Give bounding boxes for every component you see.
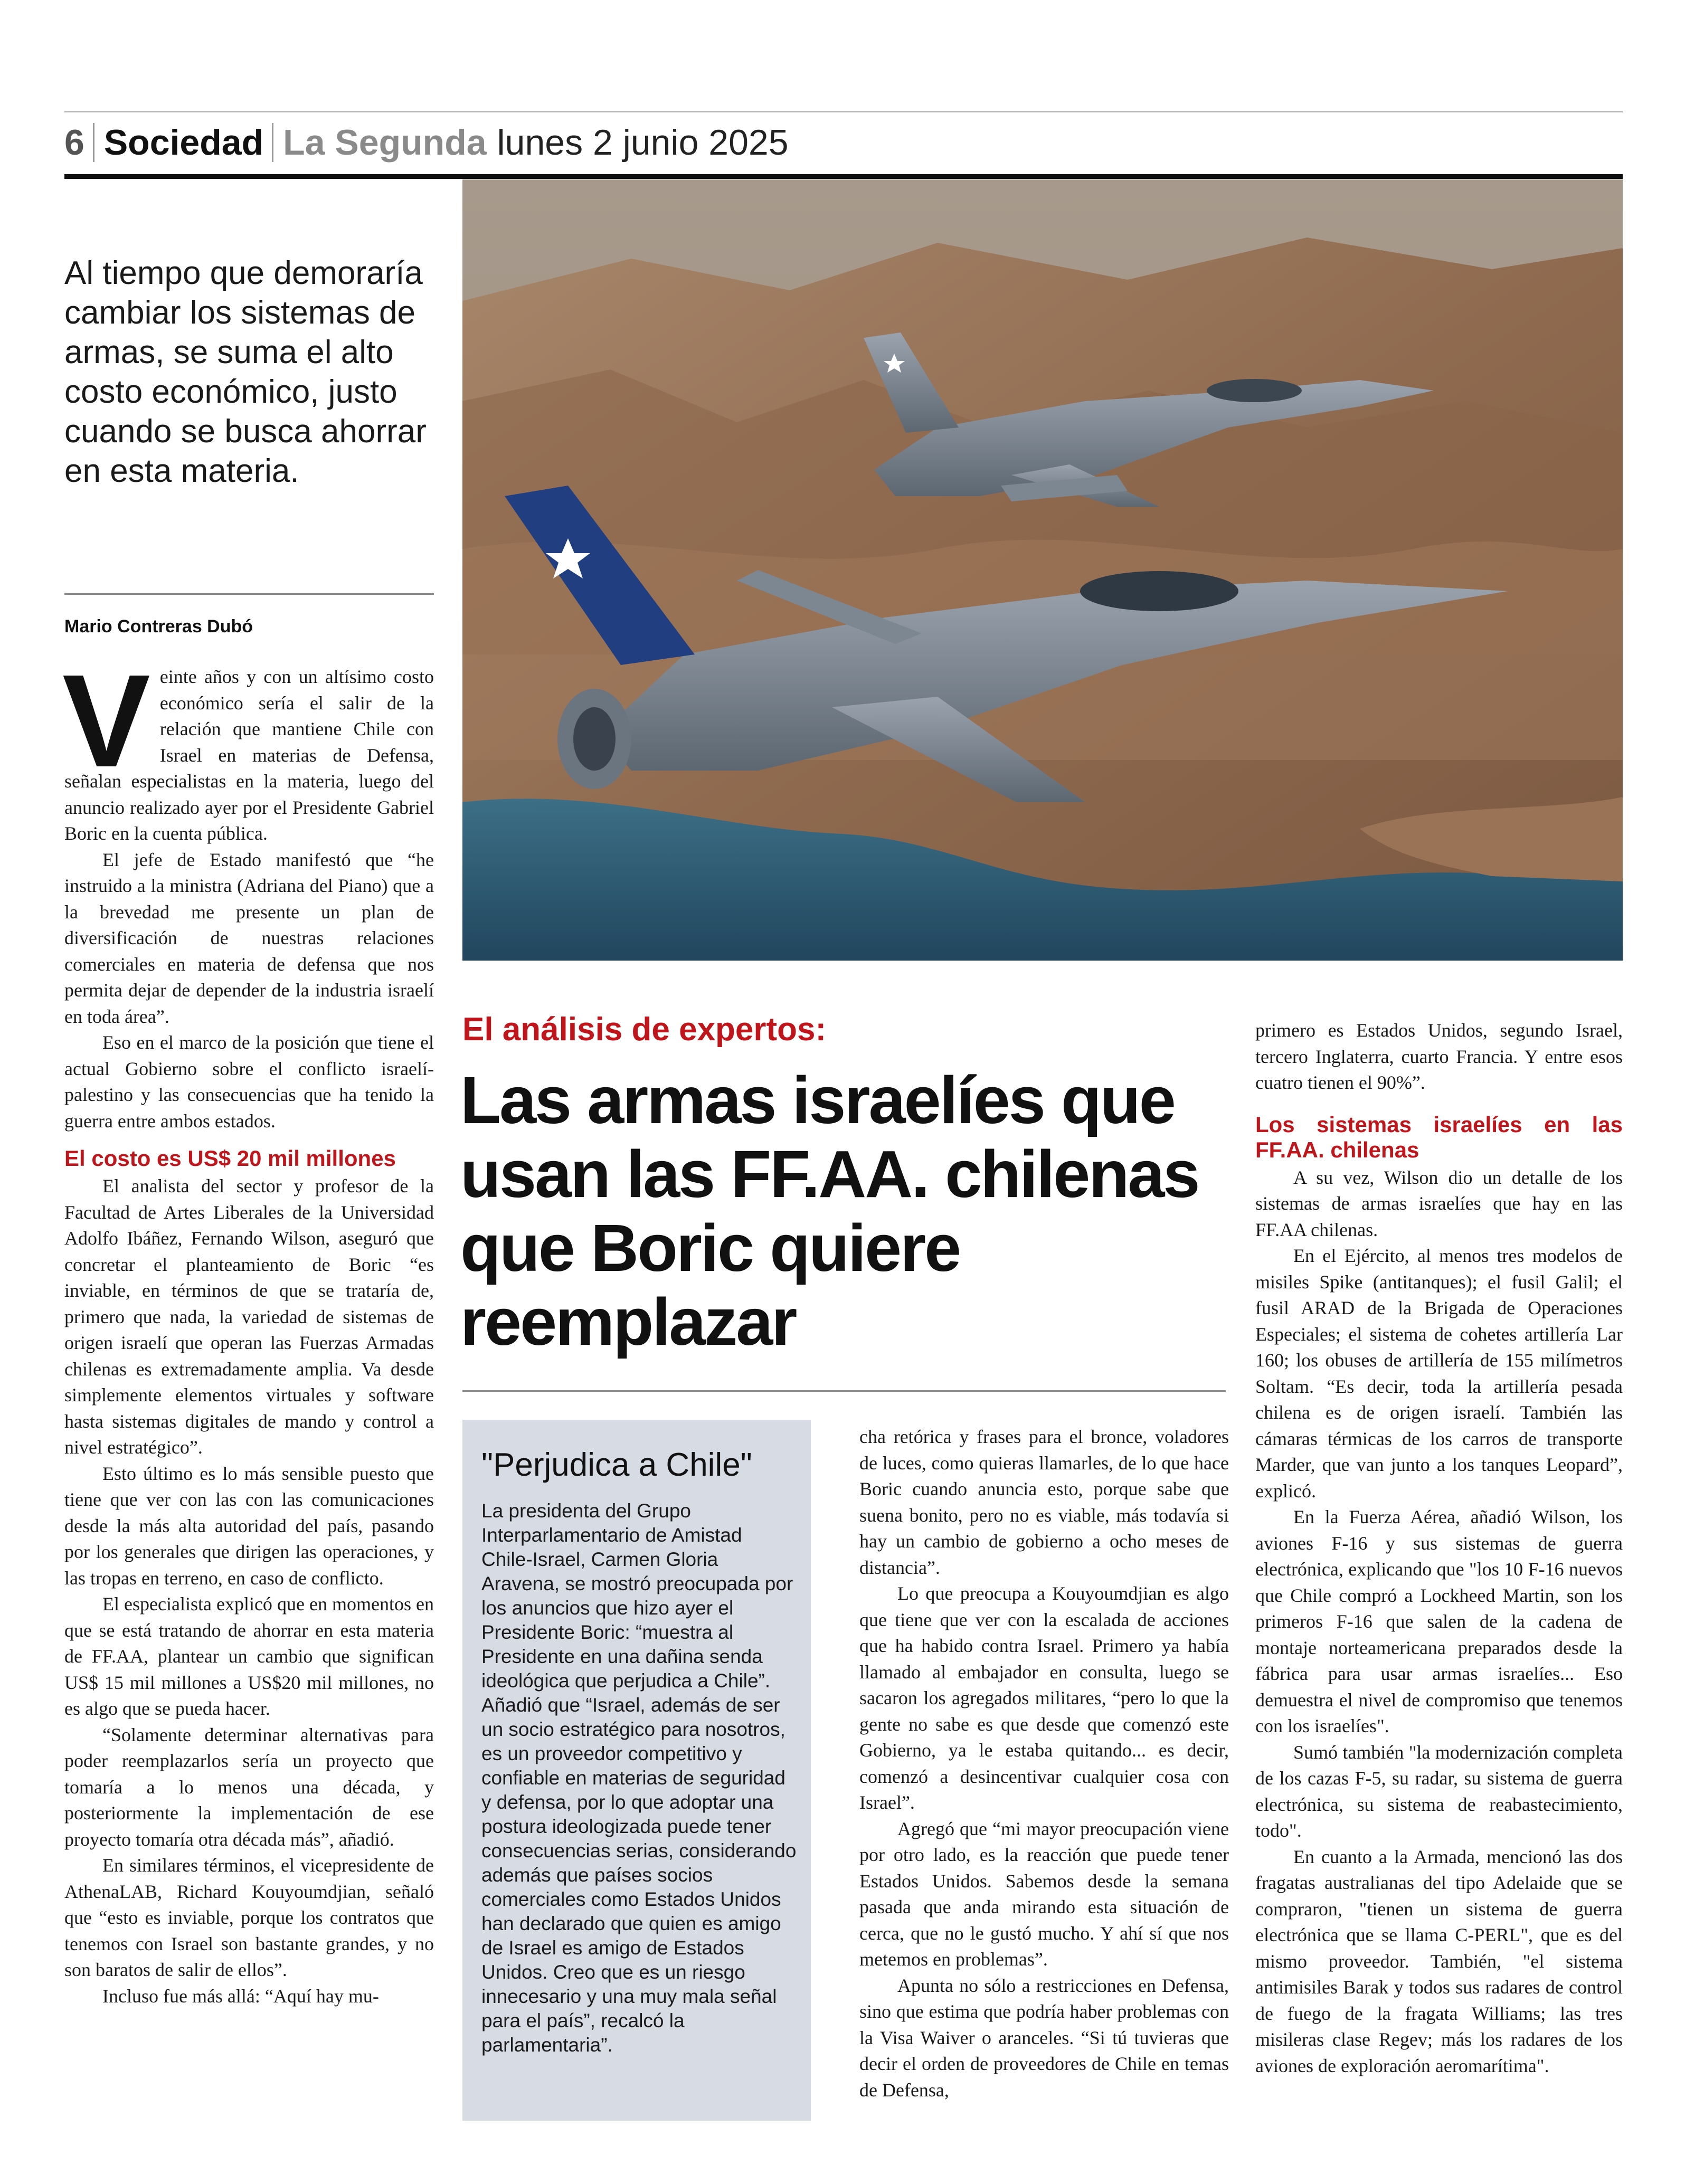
sidebar-title: "Perjudica a Chile": [481, 1447, 752, 1483]
headline-rule: [462, 1390, 1226, 1392]
article-column-3: [859, 1424, 1229, 2103]
section-name: Sociedad: [103, 122, 264, 163]
article-deck: Al tiempo que demoraría cambiar los sistemas de armas, se suma el alto costo económico, justo cuando se busca ahorrar en esta materia.: [64, 255, 427, 489]
paragraph: A su vez, Wilson dio un detalle de los sistemas de armas israelíes que hay en las FF.AA chilenas.: [1255, 1166, 1623, 1240]
paragraph: Lo que preocupa a Kouyoumdjian es algo que tiene que ver con la escalada de acciones que ha habido contra Israel. Primero ya había llamado al embajador en consulta, luego se sacaron los agregados militares, “pero lo que la gente no sabe es que desde que comenzó este Gobierno, ya le estaba quitando... es decir, comenzó a desincentivar cualquier cosa con Israel”.: [859, 1583, 1229, 1813]
paragraph: cha retórica y frases para el bronce, voladores de luces, como quieras llamarles, de lo que hace Boric cuando anuncia esto, porque sabe que suena bonito, pero no es viable, más todavía si hay un cambio de gobierno a ocho meses de distancia”.: [859, 1426, 1229, 1578]
page-header: [64, 116, 789, 169]
article-column-1: [62, 647, 434, 2009]
paragraph: El analista del sector y profesor de la Facultad de Artes Liberales de la Universidad Adolfo Ibáñez, Fernando Wilson, aseguró que concretar el planteamiento de Boric “es inviable, en términos de que se trataría de, primero que nada, la variedad de sistemas de origen israelí que operan las Fuerzas Armadas chilenas es extremadamente amplia. Va desde simplemente elementos virtuales y software hasta sistemas digitales de mando y control a nivel estratégico”.: [64, 1175, 434, 1458]
paragraph: Agregó que “mi mayor preocupación viene por otro lado, es la reacción que puede tener Estados Unidos. Sabemos desde la semana pasada que anda mirando esta situación de cerca, que no le gustó mucho. Y ahí sí que nos metemos en problemas”.: [859, 1818, 1229, 1970]
page-number: 6: [64, 122, 84, 163]
paragraph: primero es Estados Unidos, segundo Israel, tercero Inglaterra, cuarto Francia. Y entre esos cuatro tienen el 90%”.: [1255, 1020, 1623, 1093]
drop-cap: V: [62, 647, 150, 794]
article-column-4: [1255, 1018, 1623, 2079]
paragraph: En la Fuerza Aérea, añadió Wilson, los aviones F-16 y sus sistemas de guerra electrónica, explicando que "los 10 F-16 nuevos que Chile compró a Lockheed Martin, son los primeros F-16 que salen de la cadena de montaje norteamericana preparados desde la fábrica para usar armas israelíes... Eso demuestra el nivel de compromiso que tenemos con los israelíes".: [1255, 1506, 1623, 1736]
paragraph: “Solamente determinar alternativas para poder reemplazarlos sería un proyecto que tomaría a lo menos una década, y posteriormente la implementación de ese proyecto tomaría otra década más”, añadió.: [64, 1724, 434, 1850]
paragraph: En similares términos, el vicepresidente de AthenaLAB, Richard Kouyoumdjian, señaló que “esto es inviable, porque los contratos que tenemos con Israel son bastante grandes, y no son baratos de salir de ellos”.: [64, 1855, 434, 1980]
sidebar-paragraph: Añadió que “Israel, además de ser un socio estratégico para nosotros, es un proveedor competitivo y confiable en materias de seguridad y defensa, por lo que adoptar una postura ideologizada puede tener consecuencias serias, considerando además que países socios comerciales como Estados Unidos han declarado que quien es amigo de Israel es amigo de Estados Unidos. Creo que es un riesgo innecesario y una muy mala señal para el país”, recalcó la parlamentaria”.: [481, 1694, 797, 2056]
byline: Mario Contreras Dubó: [64, 616, 253, 637]
paragraph: Sumó también "la modernización completa de los cazas F-5, su radar, su sistema de guerra electrónica, su sistema de reabastecimiento, todo".: [1255, 1741, 1623, 1841]
paragraph: Incluso fue más allá: “Aquí hay mu-: [102, 1985, 379, 2007]
paragraph: El especialista explicó que en momentos en que se está tratando de ahorrar en esta materia de FF.AA, plantear un cambio que significan US$ 15 mil millones a US$20 mil millones, no es algo que se pueda hacer.: [64, 1593, 434, 1719]
paragraph: En cuanto a la Armada, mencionó las dos fragatas australianas del tipo Adelaide que se compraron, "tienen un sistema de guerra electrónica que se llama C-PERL", que es del mismo proveedor. También, "el sistema antimisiles Barak y todos sus radares de control de fuego de la fragata Williams; las tres misileras clase Regev; más los radares de los aviones de exploración aeromarítima".: [1255, 1846, 1623, 2076]
kicker: El análisis de expertos:: [462, 1011, 827, 1048]
f16-jets-photo: [462, 179, 1623, 961]
issue-date: lunes 2 junio 2025: [497, 122, 789, 163]
paragraph: Apunta no sólo a restricciones en Defensa, sino que estima que podría haber problemas con la Visa Waiver o aranceles. “Si tú tuvieras que decir el orden de proveedores de Chile en temas de Defensa,: [859, 1974, 1229, 2101]
paragraph-text: einte años y con un altísimo costo económico sería el salir de la relación que mantiene Chile con Israel en materias de Defensa, señalan especialistas en la materia, luego del anuncio realizado ayer por el Presidente Gabriel Boric en la cuenta pública.: [64, 666, 434, 844]
paragraph: El jefe de Estado manifestó que “he instruido a la ministra (Adriana del Piano) que a la brevedad me presente un plan de diversificación de nuestras relaciones comerciales en materia de defensa que nos permita dejar de depender de la industria israelí en toda área”.: [64, 849, 434, 1027]
paragraph: Esto último es lo más sensible puesto que tiene que ver con las con las comunicaciones desde la más alta autoridad del país, pasando por los generales que dirigen las operaciones, y las tropas en terreno, en caso de conflicto.: [64, 1463, 434, 1589]
header-top-rule: [64, 111, 1623, 112]
subheading-systems: Los sistemas israelíes en las FF.AA. chilenas: [1255, 1112, 1623, 1162]
paragraph: En el Ejército, al menos tres modelos de misiles Spike (antitanques); el fusil Galil; el fusil ARAD de la Brigada de Operaciones Especiales; el sistema de cohetes artillería Lar 160; los obuses de artillería de 155 milímetros Soltam. “Es decir, toda la artillería pesada chilena es de origen israelí. También las cámaras térmicas de los carros de transporte Marder, que van junto a los tanques Leopard”, explicó.: [1255, 1245, 1623, 1502]
header-bottom-rule: [64, 174, 1623, 179]
paragraph: Eso en el marco de la posición que tiene el actual Gobierno sobre el conflicto israelí-palestino y las consecuencias que ha tenido la guerra entre ambos estados.: [64, 1032, 434, 1132]
sidebar-paragraph: La presidenta del Grupo Interparlamentario de Amistad Chile-Israel, Carmen Gloria Aravena, se mostró preocupada por los anuncios que hizo ayer el Presidente Boric: “muestra al Presidente en una dañina senda ideológica que perjudica a Chile”.: [481, 1500, 793, 1692]
header-divider: [93, 123, 94, 162]
sidebar-text: [481, 1499, 798, 2057]
header-divider: [272, 123, 273, 162]
lead-paragraph: [62, 647, 434, 847]
headline: Las armas israelíes que usan las FF.AA. chilenas que Boric quiere reemplazar: [460, 1063, 1199, 1359]
deck-rule: [64, 593, 434, 595]
subheading-cost: El costo es US$ 20 mil millones: [64, 1146, 396, 1171]
newspaper-name: La Segunda: [283, 122, 487, 163]
